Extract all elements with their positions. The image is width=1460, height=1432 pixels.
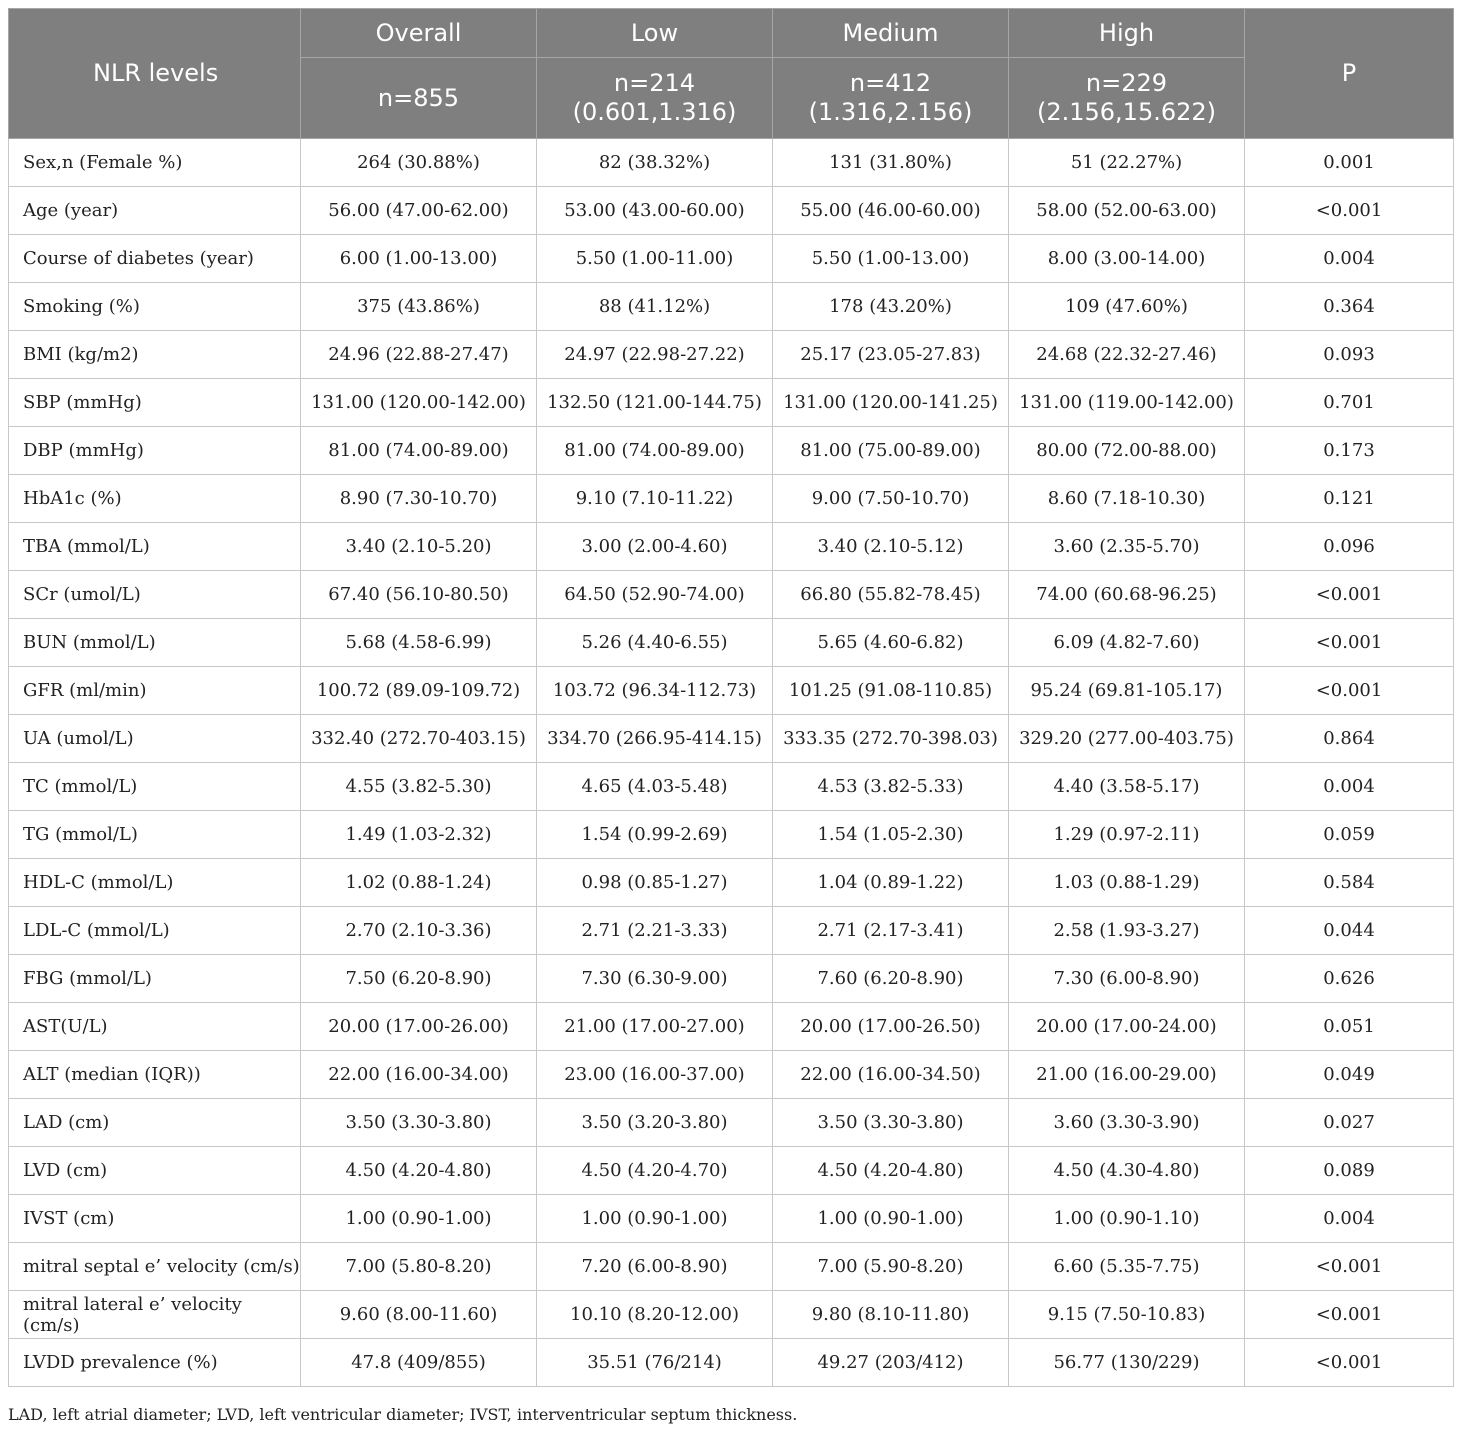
cell-medium: 101.25 (91.08-110.85) <box>773 667 1009 715</box>
cell-high: 9.15 (7.50-10.83) <box>1009 1291 1245 1339</box>
cell-medium: 9.00 (7.50-10.70) <box>773 475 1009 523</box>
cell-high: 3.60 (2.35-5.70) <box>1009 523 1245 571</box>
table-body <box>9 139 1454 1387</box>
cell-low: 5.26 (4.40-6.55) <box>537 619 773 667</box>
cell-overall: 81.00 (74.00-89.00) <box>301 427 537 475</box>
cell-medium: 20.00 (17.00-26.50) <box>773 1003 1009 1051</box>
cell-p-value: <0.001 <box>1245 1291 1454 1339</box>
row-label: DBP (mmHg) <box>9 427 301 475</box>
table-row <box>9 475 1454 523</box>
header-n-high-range: (2.156,15.622) <box>1036 98 1217 126</box>
cell-p-value: 0.004 <box>1245 1195 1454 1243</box>
cell-medium: 9.80 (8.10-11.80) <box>773 1291 1009 1339</box>
cell-low: 64.50 (52.90-74.00) <box>537 571 773 619</box>
cell-p-value: 0.001 <box>1245 139 1454 187</box>
cell-p-value: 0.364 <box>1245 283 1454 331</box>
cell-overall: 7.00 (5.80-8.20) <box>301 1243 537 1291</box>
cell-medium: 131.00 (120.00-141.25) <box>773 379 1009 427</box>
cell-p-value: 0.626 <box>1245 955 1454 1003</box>
cell-overall: 47.8 (409/855) <box>301 1339 537 1387</box>
header-n-high-count: n=229 <box>1085 69 1168 97</box>
cell-low: 82 (38.32%) <box>537 139 773 187</box>
cell-low: 4.50 (4.20-4.70) <box>537 1147 773 1195</box>
cell-p-value: 0.121 <box>1245 475 1454 523</box>
cell-high: 3.60 (3.30-3.90) <box>1009 1099 1245 1147</box>
cell-medium: 2.71 (2.17-3.41) <box>773 907 1009 955</box>
cell-overall: 20.00 (17.00-26.00) <box>301 1003 537 1051</box>
cell-medium: 5.50 (1.00-13.00) <box>773 235 1009 283</box>
header-nlr-levels: NLR levels <box>9 9 301 139</box>
cell-p-value: <0.001 <box>1245 667 1454 715</box>
row-label: Smoking (%) <box>9 283 301 331</box>
cell-p-value: 0.004 <box>1245 235 1454 283</box>
row-label: AST(U/L) <box>9 1003 301 1051</box>
cell-high: 24.68 (22.32-27.46) <box>1009 331 1245 379</box>
table-row <box>9 523 1454 571</box>
cell-p-value: 0.864 <box>1245 715 1454 763</box>
row-label: UA (umol/L) <box>9 715 301 763</box>
row-label: LDL-C (mmol/L) <box>9 907 301 955</box>
cell-medium: 5.65 (4.60-6.82) <box>773 619 1009 667</box>
cell-high: 7.30 (6.00-8.90) <box>1009 955 1245 1003</box>
header-group-low: Low <box>537 9 773 58</box>
table-row <box>9 907 1454 955</box>
cell-medium: 81.00 (75.00-89.00) <box>773 427 1009 475</box>
cell-p-value: 0.049 <box>1245 1051 1454 1099</box>
cell-low: 5.50 (1.00-11.00) <box>537 235 773 283</box>
row-label: BMI (kg/m2) <box>9 331 301 379</box>
row-label: mitral lateral e’ velocity (cm/s) <box>9 1291 301 1339</box>
cell-high: 74.00 (60.68-96.25) <box>1009 571 1245 619</box>
row-label: LAD (cm) <box>9 1099 301 1147</box>
cell-overall: 8.90 (7.30-10.70) <box>301 475 537 523</box>
cell-overall: 131.00 (120.00-142.00) <box>301 379 537 427</box>
table-header <box>9 9 1454 139</box>
cell-overall: 6.00 (1.00-13.00) <box>301 235 537 283</box>
cell-low: 9.10 (7.10-11.22) <box>537 475 773 523</box>
cell-medium: 131 (31.80%) <box>773 139 1009 187</box>
row-label: LVD (cm) <box>9 1147 301 1195</box>
cell-overall: 3.40 (2.10-5.20) <box>301 523 537 571</box>
row-label: GFR (ml/min) <box>9 667 301 715</box>
cell-low: 53.00 (43.00-60.00) <box>537 187 773 235</box>
cell-overall: 264 (30.88%) <box>301 139 537 187</box>
header-n-low <box>537 58 773 139</box>
cell-overall: 67.40 (56.10-80.50) <box>301 571 537 619</box>
cell-high: 6.09 (4.82-7.60) <box>1009 619 1245 667</box>
cell-overall: 4.55 (3.82-5.30) <box>301 763 537 811</box>
header-n-low-range: (0.601,1.316) <box>572 98 737 126</box>
row-label: HbA1c (%) <box>9 475 301 523</box>
row-label: Sex,n (Female %) <box>9 139 301 187</box>
cell-high: 329.20 (277.00-403.75) <box>1009 715 1245 763</box>
cell-low: 35.51 (76/214) <box>537 1339 773 1387</box>
table-container <box>8 8 1453 1387</box>
cell-overall: 2.70 (2.10-3.36) <box>301 907 537 955</box>
table-row <box>9 1003 1454 1051</box>
cell-p-value: 0.701 <box>1245 379 1454 427</box>
cell-overall: 9.60 (8.00-11.60) <box>301 1291 537 1339</box>
cell-high: 8.00 (3.00-14.00) <box>1009 235 1245 283</box>
cell-medium: 49.27 (203/412) <box>773 1339 1009 1387</box>
table-row <box>9 955 1454 1003</box>
row-label: ALT (median (IQR)) <box>9 1051 301 1099</box>
cell-p-value: 0.584 <box>1245 859 1454 907</box>
row-label: HDL-C (mmol/L) <box>9 859 301 907</box>
cell-medium: 25.17 (23.05-27.83) <box>773 331 1009 379</box>
cell-high: 21.00 (16.00-29.00) <box>1009 1051 1245 1099</box>
table-row <box>9 1147 1454 1195</box>
cell-overall: 5.68 (4.58-6.99) <box>301 619 537 667</box>
table-row <box>9 571 1454 619</box>
table-row <box>9 1243 1454 1291</box>
cell-medium: 1.54 (1.05-2.30) <box>773 811 1009 859</box>
cell-overall: 332.40 (272.70-403.15) <box>301 715 537 763</box>
cell-medium: 7.60 (6.20-8.90) <box>773 955 1009 1003</box>
header-n-overall-count: n=855 <box>377 83 460 112</box>
cell-high: 6.60 (5.35-7.75) <box>1009 1243 1245 1291</box>
cell-medium: 4.53 (3.82-5.33) <box>773 763 1009 811</box>
row-label: Course of diabetes (year) <box>9 235 301 283</box>
table-row <box>9 619 1454 667</box>
header-n-medium <box>773 58 1009 139</box>
header-n-medium-range: (1.316,2.156) <box>808 98 973 126</box>
cell-low: 1.00 (0.90-1.00) <box>537 1195 773 1243</box>
cell-p-value: <0.001 <box>1245 187 1454 235</box>
row-label: LVDD prevalence (%) <box>9 1339 301 1387</box>
cell-medium: 333.35 (272.70-398.03) <box>773 715 1009 763</box>
cell-p-value: <0.001 <box>1245 1243 1454 1291</box>
row-label: TC (mmol/L) <box>9 763 301 811</box>
cell-high: 1.03 (0.88-1.29) <box>1009 859 1245 907</box>
table-row <box>9 331 1454 379</box>
row-label: TG (mmol/L) <box>9 811 301 859</box>
cell-low: 1.54 (0.99-2.69) <box>537 811 773 859</box>
cell-high: 109 (47.60%) <box>1009 283 1245 331</box>
cell-low: 7.30 (6.30-9.00) <box>537 955 773 1003</box>
cell-overall: 100.72 (89.09-109.72) <box>301 667 537 715</box>
cell-low: 132.50 (121.00-144.75) <box>537 379 773 427</box>
cell-low: 7.20 (6.00-8.90) <box>537 1243 773 1291</box>
row-label: mitral septal e’ velocity (cm/s) <box>9 1243 301 1291</box>
table-row <box>9 379 1454 427</box>
cell-low: 88 (41.12%) <box>537 283 773 331</box>
cell-overall: 1.02 (0.88-1.24) <box>301 859 537 907</box>
row-label: SCr (umol/L) <box>9 571 301 619</box>
cell-low: 103.72 (96.34-112.73) <box>537 667 773 715</box>
table-row <box>9 235 1454 283</box>
cell-medium: 4.50 (4.20-4.80) <box>773 1147 1009 1195</box>
cell-high: 80.00 (72.00-88.00) <box>1009 427 1245 475</box>
table-row <box>9 715 1454 763</box>
table-row <box>9 1339 1454 1387</box>
cell-medium: 3.50 (3.30-3.80) <box>773 1099 1009 1147</box>
cell-medium: 7.00 (5.90-8.20) <box>773 1243 1009 1291</box>
cell-high: 131.00 (119.00-142.00) <box>1009 379 1245 427</box>
cell-low: 21.00 (17.00-27.00) <box>537 1003 773 1051</box>
table-row <box>9 811 1454 859</box>
cell-p-value: 0.089 <box>1245 1147 1454 1195</box>
cell-overall: 22.00 (16.00-34.00) <box>301 1051 537 1099</box>
cell-p-value: <0.001 <box>1245 1339 1454 1387</box>
cell-low: 3.50 (3.20-3.80) <box>537 1099 773 1147</box>
cell-high: 1.29 (0.97-2.11) <box>1009 811 1245 859</box>
cell-p-value: 0.044 <box>1245 907 1454 955</box>
cell-high: 20.00 (17.00-24.00) <box>1009 1003 1245 1051</box>
cell-high: 4.40 (3.58-5.17) <box>1009 763 1245 811</box>
header-n-high <box>1009 58 1245 139</box>
cell-p-value: 0.173 <box>1245 427 1454 475</box>
cell-high: 2.58 (1.93-3.27) <box>1009 907 1245 955</box>
cell-medium: 22.00 (16.00-34.50) <box>773 1051 1009 1099</box>
cell-overall: 3.50 (3.30-3.80) <box>301 1099 537 1147</box>
cell-high: 95.24 (69.81-105.17) <box>1009 667 1245 715</box>
cell-overall: 56.00 (47.00-62.00) <box>301 187 537 235</box>
table-row <box>9 139 1454 187</box>
cell-low: 24.97 (22.98-27.22) <box>537 331 773 379</box>
row-label: SBP (mmHg) <box>9 379 301 427</box>
cell-medium: 1.00 (0.90-1.00) <box>773 1195 1009 1243</box>
cell-high: 8.60 (7.18-10.30) <box>1009 475 1245 523</box>
header-group-medium: Medium <box>773 9 1009 58</box>
table-row <box>9 427 1454 475</box>
header-group-high: High <box>1009 9 1245 58</box>
cell-medium: 1.04 (0.89-1.22) <box>773 859 1009 907</box>
cell-high: 1.00 (0.90-1.10) <box>1009 1195 1245 1243</box>
header-p: P <box>1245 9 1454 139</box>
cell-p-value: 0.096 <box>1245 523 1454 571</box>
cell-overall: 4.50 (4.20-4.80) <box>301 1147 537 1195</box>
table-row <box>9 667 1454 715</box>
cell-medium: 66.80 (55.82-78.45) <box>773 571 1009 619</box>
cell-p-value: <0.001 <box>1245 571 1454 619</box>
cell-p-value: 0.027 <box>1245 1099 1454 1147</box>
nlr-characteristics-table <box>8 8 1454 1387</box>
cell-p-value: 0.059 <box>1245 811 1454 859</box>
cell-medium: 178 (43.20%) <box>773 283 1009 331</box>
cell-high: 58.00 (52.00-63.00) <box>1009 187 1245 235</box>
header-n-low-count: n=214 <box>613 69 696 97</box>
cell-low: 0.98 (0.85-1.27) <box>537 859 773 907</box>
table-row <box>9 1099 1454 1147</box>
cell-low: 81.00 (74.00-89.00) <box>537 427 773 475</box>
table-row <box>9 187 1454 235</box>
header-group-overall: Overall <box>301 9 537 58</box>
table-row <box>9 283 1454 331</box>
header-n-medium-count: n=412 <box>849 69 932 97</box>
cell-high: 51 (22.27%) <box>1009 139 1245 187</box>
cell-low: 3.00 (2.00-4.60) <box>537 523 773 571</box>
table-row <box>9 1051 1454 1099</box>
row-label: BUN (mmol/L) <box>9 619 301 667</box>
cell-medium: 3.40 (2.10-5.12) <box>773 523 1009 571</box>
row-label: TBA (mmol/L) <box>9 523 301 571</box>
row-label: FBG (mmol/L) <box>9 955 301 1003</box>
cell-low: 23.00 (16.00-37.00) <box>537 1051 773 1099</box>
cell-low: 4.65 (4.03-5.48) <box>537 763 773 811</box>
cell-overall: 1.49 (1.03-2.32) <box>301 811 537 859</box>
table-footnote: LAD, left atrial diameter; LVD, left ventricular diameter; IVST, interventricular septum thickness. <box>8 1405 798 1424</box>
cell-p-value: 0.093 <box>1245 331 1454 379</box>
cell-overall: 24.96 (22.88-27.47) <box>301 331 537 379</box>
cell-overall: 1.00 (0.90-1.00) <box>301 1195 537 1243</box>
cell-overall: 7.50 (6.20-8.90) <box>301 955 537 1003</box>
row-label: Age (year) <box>9 187 301 235</box>
cell-p-value: <0.001 <box>1245 619 1454 667</box>
table-row <box>9 1291 1454 1339</box>
table-row <box>9 1195 1454 1243</box>
cell-low: 10.10 (8.20-12.00) <box>537 1291 773 1339</box>
cell-medium: 55.00 (46.00-60.00) <box>773 187 1009 235</box>
cell-low: 334.70 (266.95-414.15) <box>537 715 773 763</box>
row-label: IVST (cm) <box>9 1195 301 1243</box>
cell-overall: 375 (43.86%) <box>301 283 537 331</box>
table-row <box>9 763 1454 811</box>
cell-p-value: 0.051 <box>1245 1003 1454 1051</box>
table-row <box>9 859 1454 907</box>
cell-low: 2.71 (2.21-3.33) <box>537 907 773 955</box>
cell-p-value: 0.004 <box>1245 763 1454 811</box>
header-n-overall <box>301 58 537 139</box>
cell-high: 4.50 (4.30-4.80) <box>1009 1147 1245 1195</box>
cell-high: 56.77 (130/229) <box>1009 1339 1245 1387</box>
